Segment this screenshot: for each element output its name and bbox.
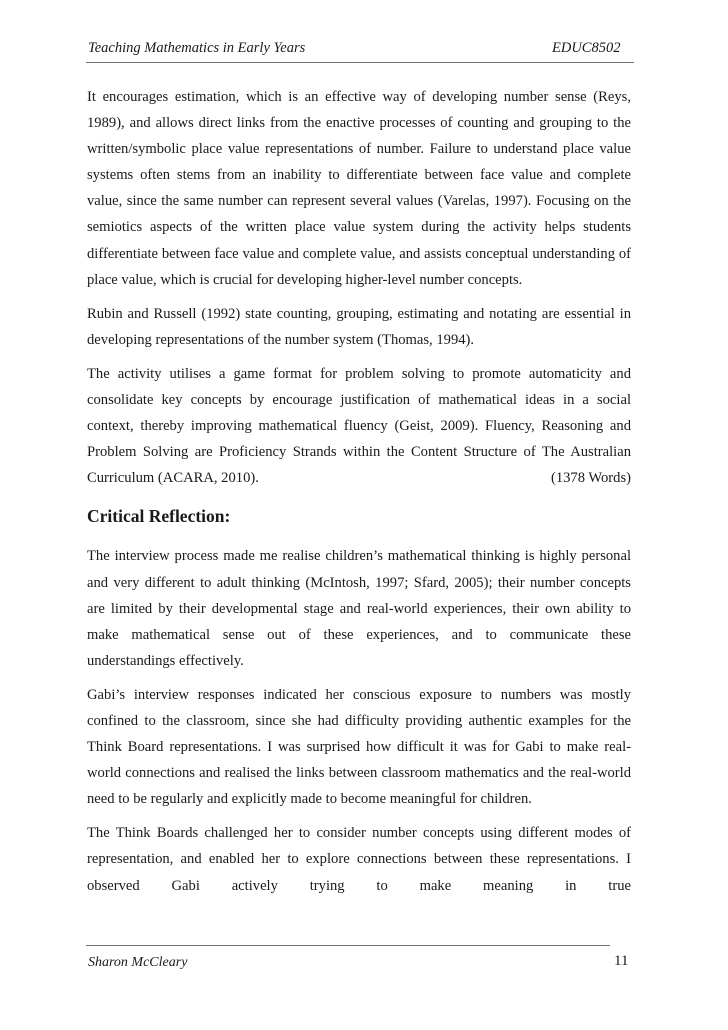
course-code: EDUC8502	[552, 40, 621, 56]
body-paragraph: Rubin and Russell (1992) state counting, grouping, estimating and notating are essential in developing representations of the number system (Thomas, 1994).	[87, 305, 631, 348]
reflection-paragraph: The interview process made me realise children’s mathematical thinking is highly personal and very different to adult thinking (McIntosh, 1997; Sfard, 2005); their number concepts are limited by their developmental stage and real-world experiences, their own ability to make mathematical sense out of these experiences, and to communicate these understandings effectively.	[87, 548, 631, 669]
body-paragraph-text: The activity utilises a game format for problem solving to promote automaticity and consolidate key concepts by encourage justification of mathematical ideas in a social context, thereby improving mathematical fluency (Geist, 2009). Fluency, Reasoning and Problem Solving are Proficiency Strands within the Content Structure of The Australian Curriculum (ACARA, 2010).	[87, 365, 631, 487]
body-paragraph: It encourages estimation, which is an effective way of developing number sense (Reys, 1989), and allows direct links from the enactive processes of counting and grouping to the written/symbolic place value representations of number. Failure to understand place value systems often stems from an inability to differentiate between face value and complete value, since the same number can represent several values (Varelas, 1997). Focusing on the semiotics aspects of the written place value system during the activity helps students differentiate between face value and complete value, and assists conceptual understanding of place value, which is crucial for developing higher-level number concepts.	[87, 89, 631, 288]
body-paragraph	[87, 361, 631, 491]
word-count: (1378 Words)	[550, 470, 631, 487]
page-body	[87, 84, 631, 907]
footer-rule-gap	[610, 945, 634, 946]
section-heading: Critical Reflection:	[87, 506, 231, 527]
page-header	[86, 38, 634, 63]
reflection-paragraph: The Think Boards challenged her to consider number concepts using different modes of representation, and enabled her to explore connections between these representations. I observed Gabi actively trying to make meaning in true	[87, 825, 631, 894]
footer-author: Sharon McCleary	[88, 955, 188, 970]
reflection-paragraph: Gabi’s interview responses indicated her conscious exposure to numbers was mostly confined to the classroom, since she had difficulty providing authentic examples for the Think Board representations. I was surprised how difficult it was for Gabi to make real-world connections and realised the links between classroom mathematics and the real-world need to be regularly and explicitly made to become meaningful for children.	[87, 686, 631, 808]
page-footer	[86, 945, 634, 976]
course-title: Teaching Mathematics in Early Years	[88, 40, 306, 56]
page-number: 11	[614, 953, 629, 969]
